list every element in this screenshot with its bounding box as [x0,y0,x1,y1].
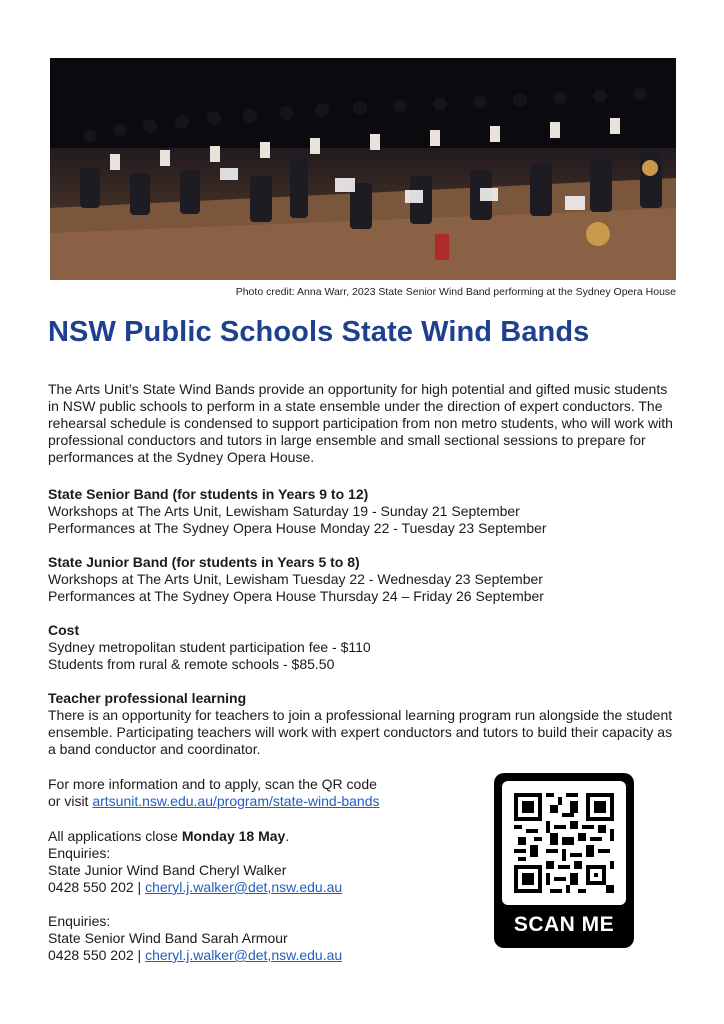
close-prefix: All applications close [48,828,182,844]
senior-contact-name: State Senior Wind Band Sarah Armour [48,930,288,946]
close-suffix: . [285,828,290,844]
photo-caption: Photo credit: Anna Warr, 2023 State Senior Wind Band performing at the Sydney Opera House [235,286,676,298]
senior-enquiries-section [48,913,468,964]
visit-prefix: or visit [48,793,93,809]
junior-band-heading: State Junior Band (for students in Years 5 to 8) [48,554,360,570]
cost-metro: Sydney metropolitan student participation fee - $110 [48,639,371,655]
cost-heading: Cost [48,622,80,638]
junior-enquiries-label: Enquiries: [48,845,111,861]
applications-section [48,828,468,896]
intro-paragraph: The Arts Unit’s State Wind Bands provide an opportunity for high potential and gifted music students in NSW public schools to perform in a state ensemble under the direction of expert conductors. The rehearsal schedule is condensed to support participation from non metro students, who will work with professional conductors and tutors in large ensemble and small sectional sessions to prepare for performances at the Sydney Opera House. [48,381,673,465]
junior-contact-line [48,879,468,896]
scan-me-label: SCAN ME [513,913,615,936]
senior-email-link[interactable]: cheryl.j.walker@det,nsw.edu.au [145,947,343,963]
info-visit-line [48,793,468,810]
junior-email-link[interactable]: cheryl.j.walker@det,nsw.edu.au [145,879,343,895]
junior-contact-name: State Junior Wind Band Cheryl Walker [48,862,287,878]
cost-rural: Students from rural & remote schools - $85.50 [48,656,335,672]
teacher-text: There is an opportunity for teachers to join a professional learning program run alongside the student ensemble. Participating teachers will work with expert conductors and tutors to build their capacity as a band conductor and coordinator. [48,707,673,757]
program-link[interactable]: artsunit.nsw.edu.au/program/state-wind-bands [92,793,380,809]
teacher-heading: Teacher professional learning [48,690,247,706]
qr-code[interactable] [502,781,626,905]
teacher-section [48,690,678,758]
senior-contact-line [48,947,468,964]
junior-workshops: Workshops at The Arts Unit, Lewisham Tuesday 22 - Wednesday 23 September [48,571,543,587]
info-section [48,776,468,810]
band-photo-illustration [50,58,676,280]
junior-phone: 0428 550 202 | [48,879,146,895]
senior-performances: Performances at The Sydney Opera House Monday 22 - Tuesday 23 September [48,520,547,536]
senior-phone: 0428 550 202 | [48,947,146,963]
junior-performances: Performances at The Sydney Opera House Thursday 24 – Friday 26 September [48,588,544,604]
qr-code-card[interactable] [494,773,634,948]
info-line: For more information and to apply, scan the QR code [48,776,377,792]
band-photo [50,58,676,280]
close-line [48,828,468,845]
senior-enquiries-label: Enquiries: [48,913,111,929]
cost-section [48,622,678,673]
qr-code-icon [514,793,614,893]
page-title: NSW Public Schools State Wind Bands [48,316,590,348]
senior-band-heading: State Senior Band (for students in Years 9 to 12) [48,486,369,502]
senior-workshops: Workshops at The Arts Unit, Lewisham Saturday 19 - Sunday 21 September [48,503,520,519]
senior-band-section [48,486,678,537]
close-date: Monday 18 May [181,828,286,844]
junior-band-section [48,554,678,605]
